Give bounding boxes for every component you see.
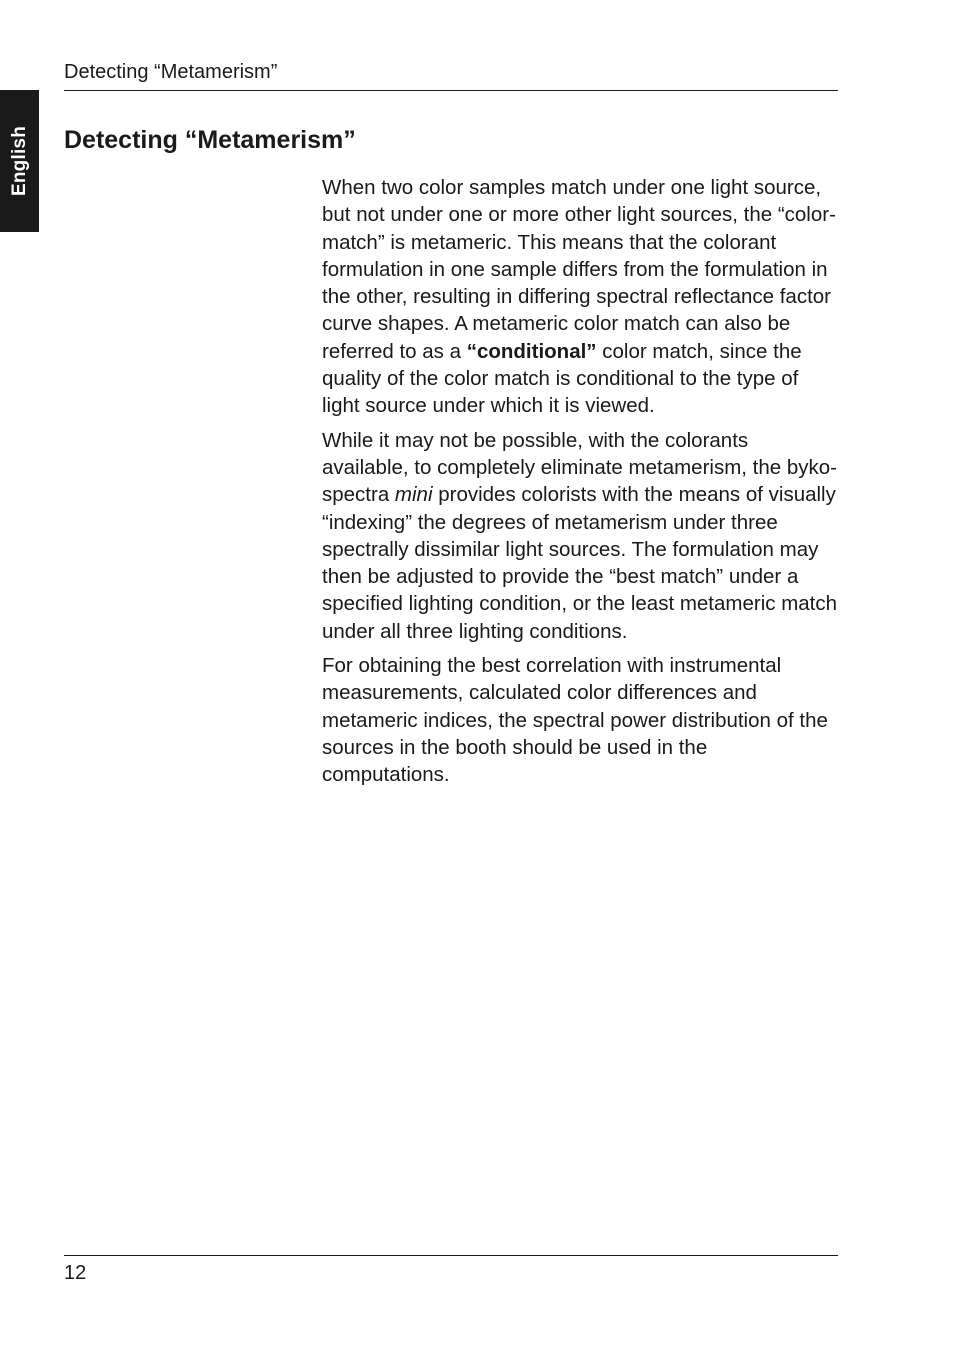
body-text — [322, 174, 838, 796]
page-title: Detecting “Metamerism” — [64, 126, 356, 154]
language-tab — [0, 90, 39, 232]
running-header: Detecting “Metamerism” — [64, 61, 278, 83]
bold-term: “conditional” — [466, 339, 597, 363]
footer-divider — [64, 1255, 838, 1256]
paragraph-2: While it may not be possible, with the colorants available, to completely eliminate metamerism, the byko-spectra mini provides colorists with the means of visually “indexing” the degrees of metamerism under three spectrally dissimilar light sources. The formulation may then be adjusted to provide the “best match” under a specified lighting condition, or the least metameric match under all three lighting conditions. — [322, 428, 838, 643]
page-number: 12 — [64, 1262, 87, 1284]
italic-term: mini — [394, 483, 433, 507]
header-divider — [64, 90, 838, 91]
paragraph-3: For obtaining the best correlation with instrumental measurements, calculated color differences and metameric indices, the spectral power distribution of the sources in the booth should be used in the computations. — [322, 654, 828, 787]
paragraph-1: When two color samples match under one light source, but not under one or more other light sources, the “color-match” is metameric. This means that the colorant formulation in one sample differs from the formulation in the other, resulting in differing spectral reflectance factor curve shapes. A metameric color match can also be referred to as a “conditional” color match, since the quality of the color match is conditional to the type of light source under which it is viewed. — [322, 176, 836, 418]
language-tab-label: English — [8, 125, 30, 197]
